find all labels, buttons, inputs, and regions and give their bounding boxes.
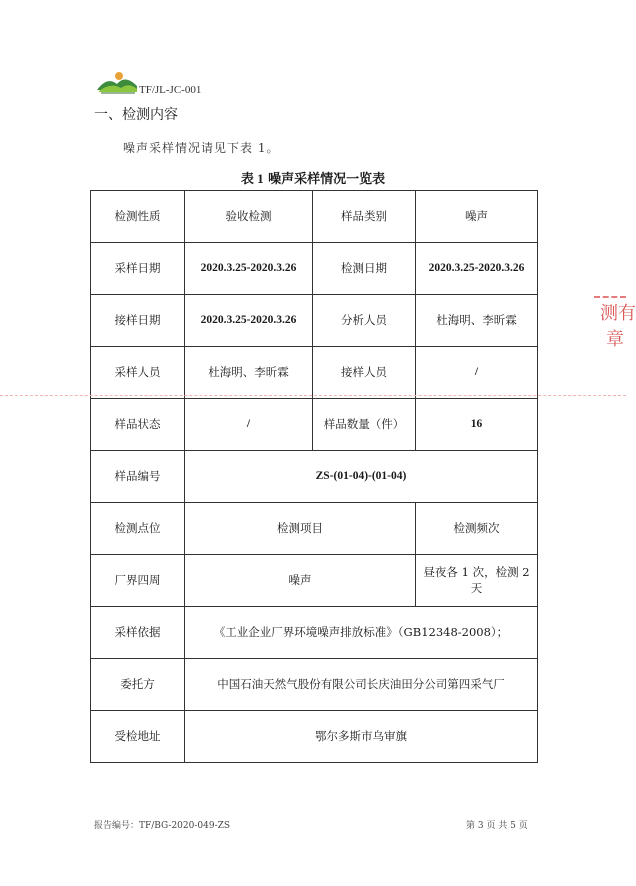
seal-stamp [594,296,636,362]
table-cell: 杜海明、李昕霖 [185,347,313,399]
table-cell: 检测项目 [185,503,416,555]
stamp-text-line: 测有 [600,303,636,324]
table-cell: 厂界四周 [91,555,185,607]
table-row [91,607,538,659]
table-cell: 《工业企业厂界环境噪声排放标准》（GB12348-2008）； [185,607,538,659]
table-row [91,295,538,347]
table-cell: 样品数量（件） [313,399,416,451]
table-cell: 分析人员 [313,295,416,347]
table-cell: 2020.3.25-2020.3.26 [185,243,313,295]
table-row [91,503,538,555]
table-row [91,399,538,451]
table-row [91,555,538,607]
table-cell: 采样人员 [91,347,185,399]
table-cell: 接样人员 [313,347,416,399]
table-cell: 2020.3.25-2020.3.26 [416,243,538,295]
table-cell: 采样日期 [91,243,185,295]
table-cell: 2020.3.25-2020.3.26 [185,295,313,347]
table-cell: 采样依据 [91,607,185,659]
table-cell: 检测日期 [313,243,416,295]
table-cell: 样品编号 [91,451,185,503]
table-cell: 样品类别 [313,191,416,243]
section-heading: 一、检测内容 [94,107,178,123]
table-cell: / [416,347,538,399]
table-cell: ZS-(01-04)-(01-04) [185,451,538,503]
table-cell: 昼夜各 1 次，检测 2 天 [416,555,538,607]
table-cell: 鄂尔多斯市乌审旗 [185,711,538,763]
document-code: TF/JL-JC-001 [139,84,202,96]
table-row [91,659,538,711]
table-row [91,243,538,295]
page-number: 第 3 页 共 5 页 [466,821,528,831]
table-cell: 检测性质 [91,191,185,243]
table-number: 表 1 [240,171,264,186]
table-row [91,191,538,243]
table-title: 噪声采样情况一览表 [268,172,386,187]
noise-sampling-table [90,190,538,763]
table-cell: 验收检测 [185,191,313,243]
table-cell: 委托方 [91,659,185,711]
table-cell: 中国石油天然气股份有限公司长庆油田分公司第四采气厂 [185,659,538,711]
table-cell: 受检地址 [91,711,185,763]
table-cell: 杜海明、李昕霖 [416,295,538,347]
table-cell: 接样日期 [91,295,185,347]
table-cell: 噪声 [185,555,416,607]
table-row [91,711,538,763]
stamp-text-line: 章 [606,329,624,350]
table-cell: 样品状态 [91,399,185,451]
table-cell: 检测点位 [91,503,185,555]
table-row [91,451,538,503]
table-caption [0,168,626,187]
table-cell: 检测频次 [416,503,538,555]
intro-text: 噪声采样情况请见下表 1。 [123,141,280,155]
table-cell: / [185,399,313,451]
report-number: 报告编号：TF/BG-2020-049-ZS [94,821,231,831]
table-cell: 16 [416,399,538,451]
table-cell: 噪声 [416,191,538,243]
scan-guide-line [0,395,626,396]
company-logo-icon [97,70,137,94]
table-row [91,347,538,399]
